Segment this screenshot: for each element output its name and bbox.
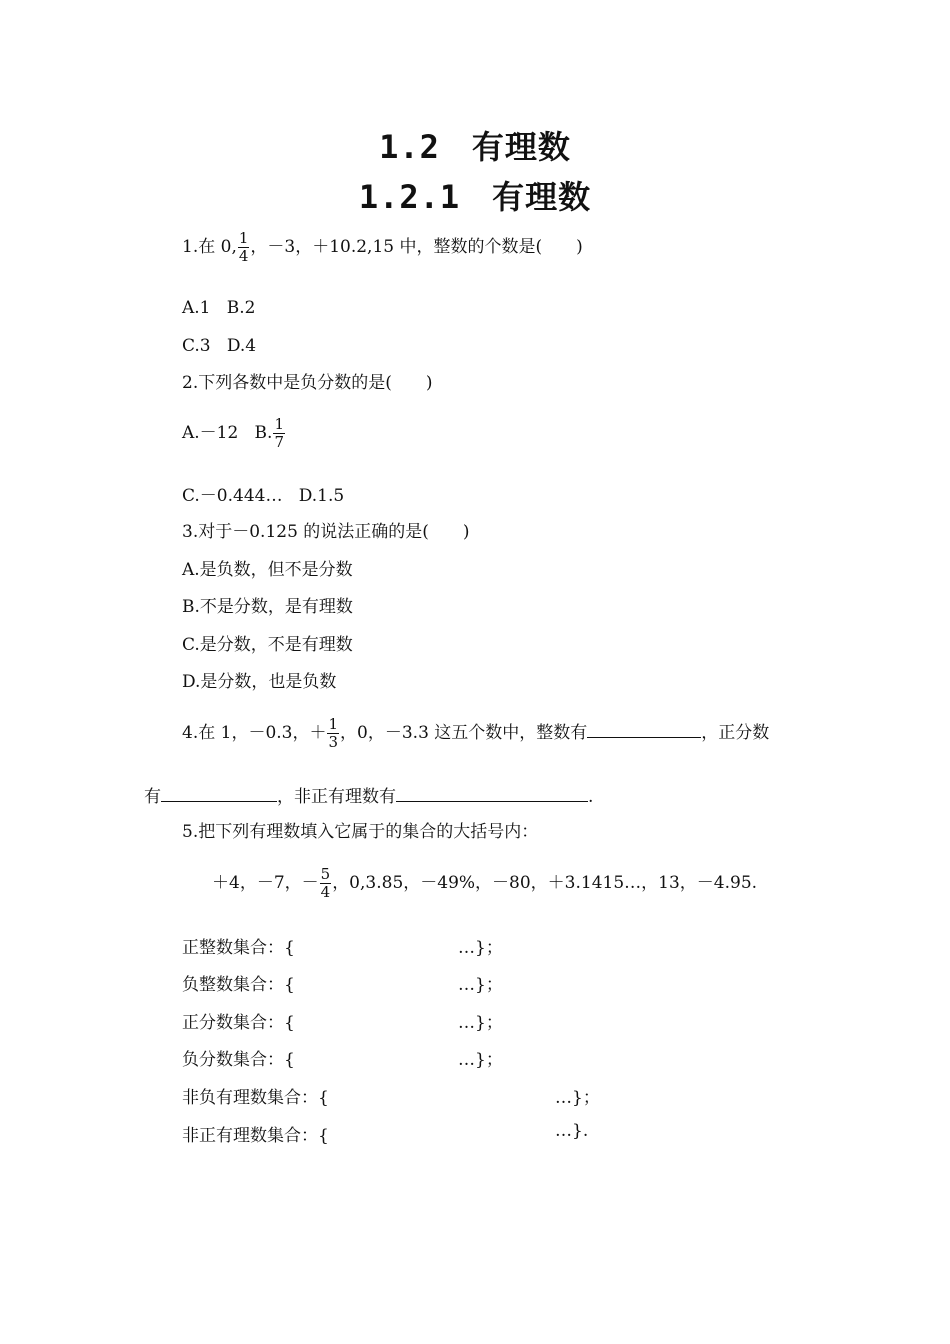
question-5-number-list bbox=[212, 866, 757, 901]
set-close: …}； bbox=[458, 975, 503, 995]
q4-line2-mid: ，非正有理数有 bbox=[277, 787, 396, 807]
q1-suffix: ，－3，＋10.2,15 中，整数的个数是( ) bbox=[250, 237, 583, 257]
q5-list-prefix: ＋4，－7，－ bbox=[212, 873, 319, 893]
q1-option-b: B.2 bbox=[226, 298, 256, 318]
set-positive-integers bbox=[182, 933, 503, 958]
title-number: 1.2 bbox=[379, 128, 440, 166]
question-1-options-cd bbox=[182, 335, 256, 357]
question-4-line-2 bbox=[144, 783, 593, 808]
q2-option-d: D.1.5 bbox=[298, 486, 345, 506]
q2-frac-den: 7 bbox=[274, 433, 284, 451]
set-label: 负分数集合：{ bbox=[182, 1050, 295, 1070]
q1-option-a: A.1 bbox=[182, 298, 211, 318]
title-text: 有理数 bbox=[471, 128, 571, 166]
set-negative-integers bbox=[182, 970, 503, 995]
question-3-option-a: A.是负数，但不是分数 bbox=[182, 560, 353, 580]
question-1-options-ab bbox=[182, 297, 255, 319]
q2-option-a: A.－12 bbox=[182, 423, 239, 443]
q5-frac-den: 4 bbox=[320, 883, 331, 901]
set-positive-fractions bbox=[182, 1008, 503, 1033]
question-3-option-d: D.是分数，也是负数 bbox=[182, 672, 337, 692]
q2-frac-num: 1 bbox=[274, 415, 284, 433]
question-1-stem bbox=[182, 230, 583, 265]
question-5-stem: 5.把下列有理数填入它属于的集合的大括号内： bbox=[182, 822, 539, 842]
question-3-option-b: B.不是分数，是有理数 bbox=[182, 597, 353, 617]
set-label: 正分数集合：{ bbox=[182, 1013, 295, 1033]
question-2-options-ab bbox=[182, 416, 286, 451]
set-close: …}. bbox=[555, 1121, 589, 1141]
set-close: …}； bbox=[555, 1088, 600, 1108]
question-3-stem: 3.对于－0.125 的说法正确的是( ) bbox=[182, 522, 470, 542]
page-subtitle bbox=[0, 172, 950, 218]
q4-line2-end: . bbox=[588, 787, 594, 807]
q5-fraction bbox=[320, 866, 332, 901]
q4-blank-positive-fractions[interactable] bbox=[161, 783, 277, 802]
question-2-stem: 2.下列各数中是负分数的是( ) bbox=[182, 373, 433, 393]
q4-line2-prefix: 有 bbox=[144, 787, 161, 807]
q4-fraction bbox=[327, 716, 339, 751]
set-label: 正整数集合：{ bbox=[182, 938, 295, 958]
question-4-line-1 bbox=[182, 716, 769, 751]
q4-blank-nonpositive-rationals[interactable] bbox=[396, 783, 588, 802]
q2-option-b-fraction bbox=[273, 416, 285, 451]
question-2-options-cd bbox=[182, 485, 344, 507]
set-close: …}； bbox=[458, 1050, 503, 1070]
page-title bbox=[0, 122, 950, 168]
set-label: 非正有理数集合：{ bbox=[182, 1126, 329, 1146]
set-negative-fractions bbox=[182, 1045, 503, 1070]
q1-fraction bbox=[238, 230, 250, 265]
set-nonpositive-rationals bbox=[182, 1121, 589, 1146]
set-close: …}； bbox=[458, 1013, 503, 1033]
set-label: 负整数集合：{ bbox=[182, 975, 295, 995]
q1-prefix: 1.在 0, bbox=[182, 237, 237, 257]
q1-frac-den: 4 bbox=[238, 247, 249, 265]
set-nonnegative-rationals bbox=[182, 1083, 600, 1108]
q5-frac-num: 5 bbox=[320, 865, 331, 883]
q1-option-c: C.3 bbox=[182, 336, 211, 356]
q4-prefix: 4.在 1，－0.3，＋ bbox=[182, 723, 327, 743]
q2-option-c: C.－0.444… bbox=[182, 486, 283, 506]
q5-list-suffix: ，0,3.85，－49%，－80，＋3.1415…，13，－4.95. bbox=[332, 873, 758, 893]
q1-option-d: D.4 bbox=[226, 336, 257, 356]
q1-frac-num: 1 bbox=[238, 229, 249, 247]
set-label: 非负有理数集合：{ bbox=[182, 1088, 329, 1108]
q4-blank-integers[interactable] bbox=[587, 719, 701, 738]
q4-frac-den: 3 bbox=[328, 733, 339, 751]
subtitle-text: 有理数 bbox=[492, 178, 592, 216]
question-3-option-c: C.是分数，不是有理数 bbox=[182, 635, 353, 655]
q4-after-blank-1: ，正分数 bbox=[701, 723, 770, 743]
set-close: …}； bbox=[458, 938, 503, 958]
q4-frac-num: 1 bbox=[328, 715, 339, 733]
subtitle-number: 1.2.1 bbox=[358, 178, 461, 216]
q4-mid: ，0，－3.3 这五个数中，整数有 bbox=[340, 723, 588, 743]
q2-option-b-prefix: B. bbox=[254, 423, 273, 443]
